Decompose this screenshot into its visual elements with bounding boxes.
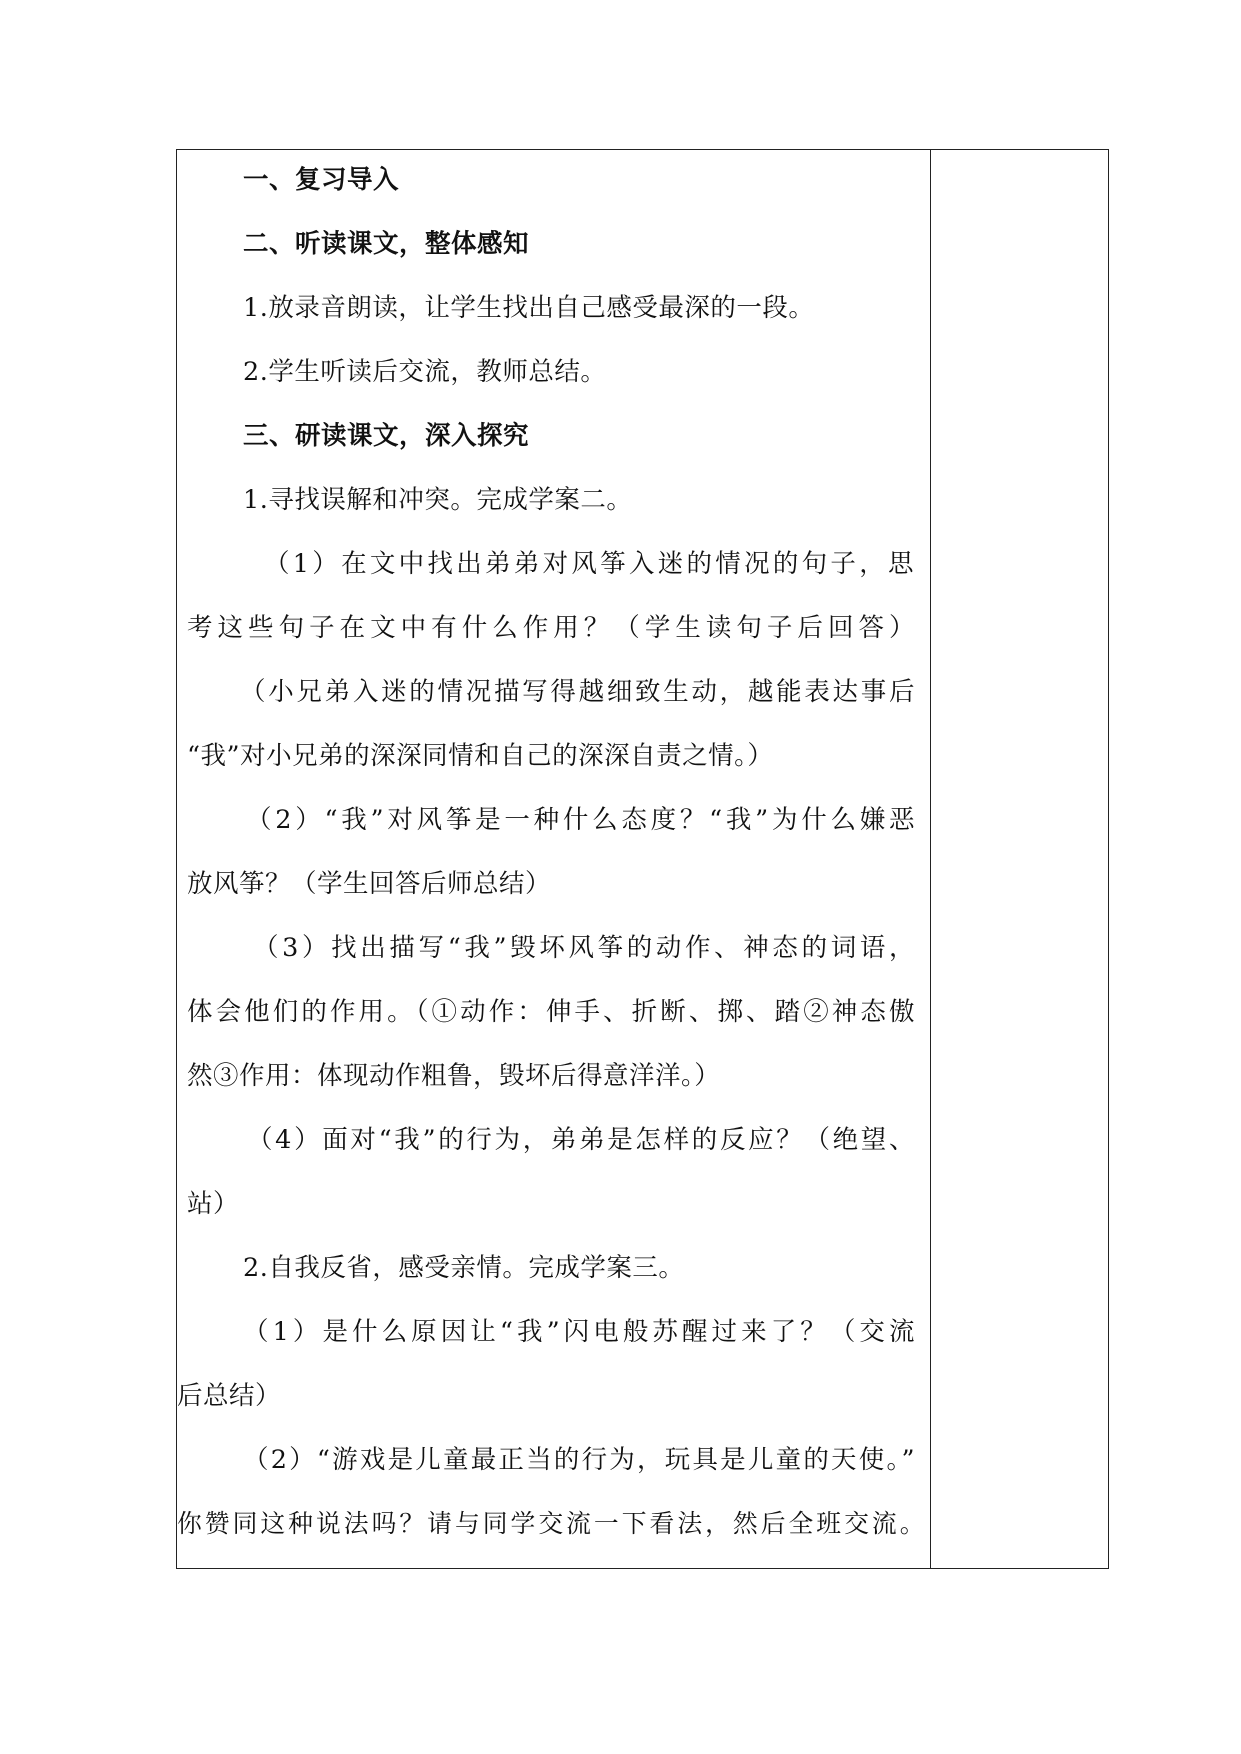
question-line: （2）“游戏是儿童最正当的行为，玩具是儿童的天使。” <box>243 1445 915 1475</box>
paragraph: 2.自我反省，感受亲情。完成学案三。 <box>243 1253 685 1283</box>
teaching-process-cell <box>177 150 931 1568</box>
question-line: 你赞同这种说法吗？请与同学交流一下看法，然后全班交流。 <box>177 1509 925 1538</box>
question-line: （4）面对“我”的行为，弟弟是怎样的反应？（绝望、 <box>247 1125 915 1155</box>
paragraph: 1.放录音朗读，让学生找出自己感受最深的一段。 <box>243 293 815 323</box>
question-line: （1）是什么原因让“我”闪电般苏醒过来了？（交流 <box>243 1317 915 1347</box>
question-line: （2）“我”对风筝是一种什么态度？“我”为什么嫌恶 <box>246 805 915 835</box>
question-line: （3）找出描写“我”毁坏风筝的动作、神态的词语， <box>253 933 915 963</box>
paragraph: 1.寻找误解和冲突。完成学案二。 <box>243 485 633 515</box>
section-heading-listen: 二、听读课文，整体感知 <box>243 229 530 259</box>
notes-cell <box>931 150 1108 1568</box>
question-line: 站） <box>187 1189 240 1219</box>
answer-line: “我”对小兄弟的深深同情和自己的深深自责之情。） <box>187 741 774 771</box>
question-line: 然③作用：体现动作粗鲁，毁坏后得意洋洋。） <box>187 1061 721 1091</box>
question-line: （1）在文中找出弟弟对风筝入迷的情况的句子，思 <box>264 549 914 579</box>
question-line: 体会他们的作用。（①动作：伸手、折断、掷、踏②神态傲 <box>187 997 915 1027</box>
answer-line: （小兄弟入迷的情况描写得越细致生动，越能表达事后 <box>240 677 915 707</box>
question-line: 考这些句子在文中有什么作用？（学生读句子后回答） <box>187 613 915 643</box>
lesson-plan-table <box>176 149 1109 1569</box>
section-heading-study: 三、研读课文，深入探究 <box>243 421 530 451</box>
paragraph: 2.学生听读后交流，教师总结。 <box>243 357 607 387</box>
section-heading-review: 一、复习导入 <box>243 165 400 195</box>
question-line: 放风筝？（学生回答后师总结） <box>187 869 552 899</box>
question-line: 后总结） <box>177 1381 282 1411</box>
